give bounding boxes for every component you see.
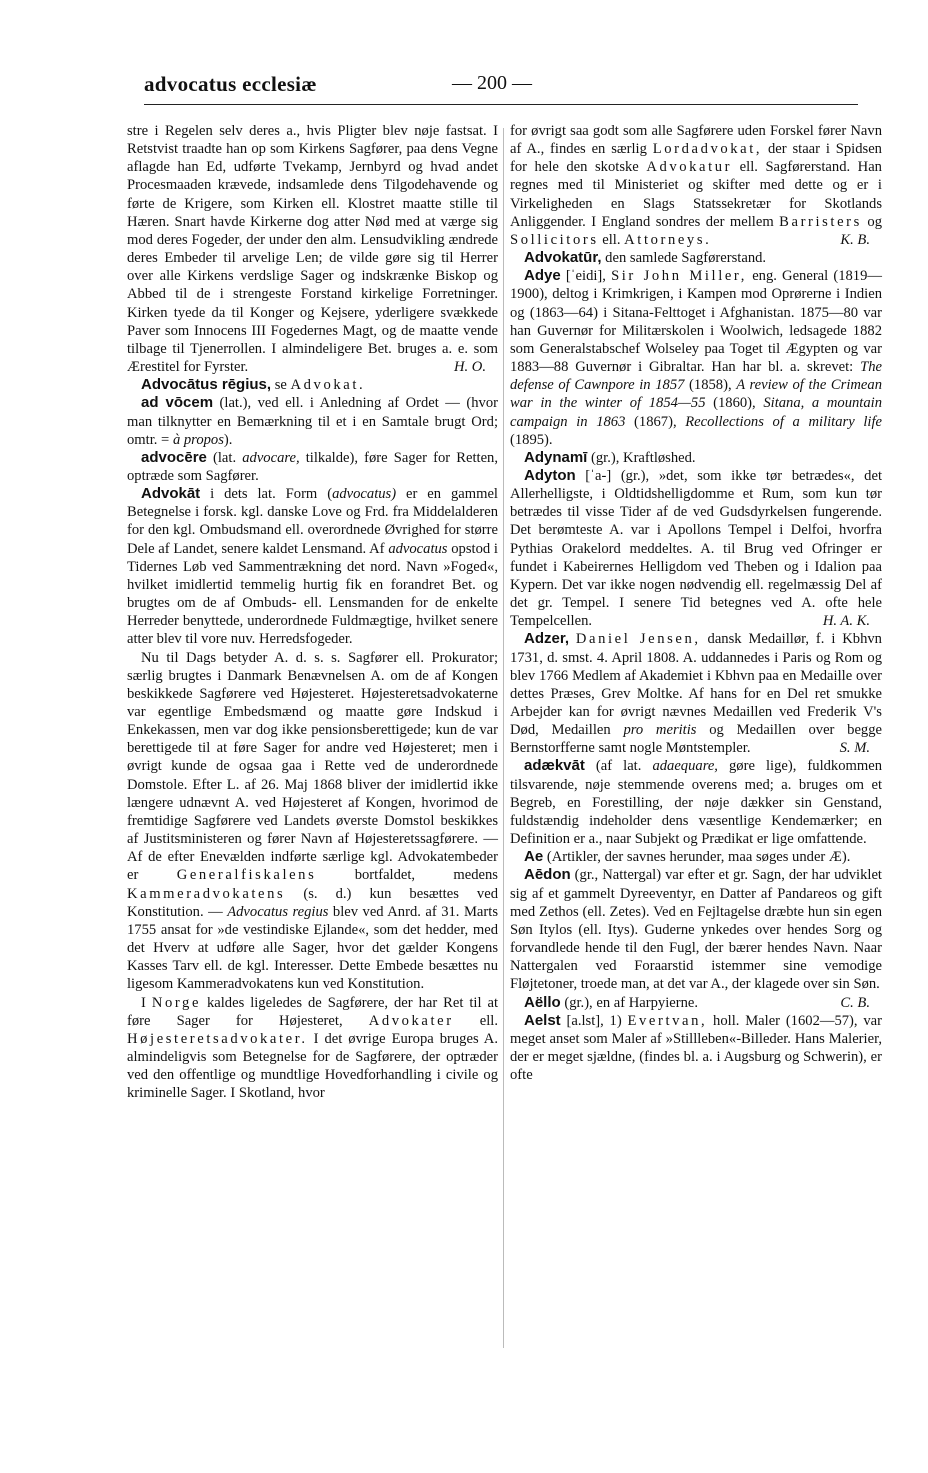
entry-adye: Adye [ˈeidi], Sir John Miller, eng. General (1819—1900), deltog i Krimkrigen, i Kampen mod Oprørerne i Indien og (1863—64) i Sitana-Felttoget i Afghanistan. 1875—80 var han Guvernør for Militærskolen i Woolwich, ledsagede 1882 som Generalstabschef Wolseley paa Toget til Ægypten og var 1883—88 Guvernør i Gibraltar. Han har bl. a. skrevet: The defense of Cawnpore in 1857 (1858), A review of the Crimean war in the winter of 1854—55 (1860), Sitana, a mountain campaign in 1863 (1867), Recollections of a military life (1895). bbox=[510, 267, 882, 448]
entry-aello: Aëllo (gr.), en af Harpyierne. bbox=[524, 993, 699, 1011]
headword: adækvāt bbox=[524, 757, 585, 775]
author-signature: H. O. bbox=[453, 359, 486, 376]
headword: Adyton bbox=[524, 466, 576, 484]
entry-ad-vocem: ad vōcem (lat.), ved ell. i Anledning af Ordet — (hvor man tilknytter en Bemærkning til et i en Samtale brugt Ord; omtr. = à propos). bbox=[127, 394, 499, 448]
paragraph: Nu til Dags betyder A. d. s. s. Sagfører ell. Prokurator; særlig brugtes i Danmark Benævnelsen A. om de af Kongen beskikkede Sagførere ved Højesteret. Højesteretsadvokaterne var egentlige Embedsmænd og maatte gøre Indskud i Enkekassen, men var dog ikke pensionsberettigede; kun de var berettigede til at føre Sager for andre ved Højesteret; men i øvrigt kunde de ogsaa gaa i Rette ved de underordnede Domstole. Efter L. af 26. Maj 1868 bliver der imidlertid ikke længere udnævnt A. ved Højesteret af Kongen, hvorimod de fremtidige Sagførere ved Landets øverste Domstol beskikkes af Justitsministeren og fører Navn af Højesteretssagførere. — Af de efter Enevælden indførte særlige kgl. Advokatembeder er Generalfiskalens bortfaldet, medens Kammeradvokatens (s. d.) kun besættes ved Konstitution. — Advocatus regius blev ved Anrd. af 31. Marts 1755 ansat for »de vestindiske Ejlande«, som det hedder, med det Hverv at udføre alle Sager, hvor det gælder Kongens Kasses Tarv ell. de kgl. Interesser. Dette Embede besættes nu ligesom Kammeradvokatens kun ved Konstitution. bbox=[127, 649, 498, 993]
entry-advokat: Advokāt i dets lat. Form (advocatus) er en gammel Betegnelse i forsk. kgl. danske Love og Frd. fra Middelalderen for den kgl. Ombudsmand ell. overordnede Øvrighed for større Dele af Landet, senere kaldet Lensmand. Af advocatus opstod i Tidernes Løb ved Sammentrækning det nord. Navn »Foged«, hvilket imidlertid temmelig hurtig fik en forandret Bet. og brugtes om de af Ombuds- ell. Lensmanden for de enkelte Herreder benyttede, underordnede Fuldmægtige, hvilket senere atter blev til vore nuv. Herredsfogeder. bbox=[127, 485, 498, 648]
headword: advocēre bbox=[141, 448, 207, 466]
headword: Adye bbox=[524, 267, 561, 285]
right-column bbox=[510, 122, 882, 1084]
paragraph: for øvrigt saa godt som alle Sagførere uden Forskel fører Navn af A., findes en særlig Lordadvokat, der staar i Spidsen for hele den skotske Advokatur ell. Sagførerstand. Han regnes med til Ministeriet og skifter med dette og er i Virkeligheden en Slags Statssekretær for Skotlands Anliggender. I England sondres der mellem Barristers og Sollicitors ell. Attorneys. K. B. bbox=[510, 123, 882, 248]
entry-aedon: Aēdon (gr., Nattergal) var efter et gr. Sagn, der har udviklet sig af et gammelt Dyreeventyr, en Datter af Pandareos og gift med Zethos (ell. Zetes). Ved en Fejltagelse dræbte hun sin egen Søn Itylos (ell. Itys). Guderne ynkedes over hendes Sorg og forvandlede hende til den Fugl, der bærer hendes Navn. Naar Nattergalen ved Foraarstid istemmer sine vemodige Fløjtetoner, troede man, at det var A., der klagede over sin Søn. C. B. bbox=[510, 866, 882, 1011]
entry-adyton: Adyton [ˈa-] (gr.), »det, som ikke tør betrædes«, det Allerhelligste, i Oldtidshelligdomme et Rum, som kun tør betrædes til visse Tider af de ved Gudsdyrkelsen fungerende. Det berømteste A. var i Apollons Tempel i Delfoi, hvorfra Pythias Orakelord meddeltes. A. til Brug ved Ofringer er fundet i Kabeirernes Helligdom ved Theben og i Idalion paa Kypern. Det var ikke nogen nødvendig ell. regelmæssig Del af det gr. Tempel. I senere Tid betegnes ved A. ofte hele Tempelcellen. H. A. K. bbox=[510, 466, 882, 630]
running-head-title: advocatus ecclesiæ bbox=[144, 72, 317, 96]
paragraph: I Norge kaldes ligeledes de Sagførere, der har Ret til at føre Sager for Højesteret, Advokater ell. Højesteretsadvokater. I det øvrige Europa bruges A. almindeligvis som Betegnelse for de Sagførere, der optræder ved den offentlige og mundtlige Hovedforhandling i civile og kriminelle Sager. I Skotland, hvor bbox=[127, 994, 499, 1102]
page-number: — 200 — bbox=[452, 72, 532, 94]
headword: Advokatūr, bbox=[524, 249, 602, 267]
page-header bbox=[144, 72, 858, 108]
headword: Aëllo bbox=[524, 993, 561, 1011]
author-signature: C. B. bbox=[840, 994, 870, 1011]
headword: Advokāt bbox=[141, 485, 201, 503]
header-rule bbox=[144, 104, 858, 105]
entry-adaekvat: adækvāt (af lat. adaequare, gøre lige), fuldkommen tilsvarende, nøje stemmende overens med; a. bruges om et Begreb, en Forestilling, der nøje dækker sin Genstand, fuldstændig indeholder dens væsentlige Kendemærker; en Definition er a., naar Subjekt og Prædikat er lige omfattende. bbox=[510, 757, 882, 848]
entry-adynami: Adynamī (gr.), Kraftløshed. bbox=[524, 448, 696, 466]
entry-advocere: advocēre (lat. advocare, tilkalde), føre Sager for Retten, optræde som Sagfører. bbox=[127, 448, 498, 484]
headword: Advocātus rēgius, bbox=[141, 376, 272, 394]
author-signature: H. A. K. bbox=[822, 613, 870, 630]
entry-advocatus-regius: Advocātus rēgius, se Advokat. bbox=[141, 376, 366, 394]
entry-advokatur: Advokatūr, den samlede Sagførerstand. bbox=[524, 249, 767, 267]
left-column bbox=[127, 122, 498, 1102]
headword: Aelst bbox=[524, 1011, 561, 1029]
entry-aelst: Aelst [a.lst], 1) Evertvan, holl. Maler (1602—57), var meget anset som Maler af »Stillleben«-Billeder. Hans Malerier, der er meget sjældne, (findes bl. a. i Augsburg og Schwerin), er ofte bbox=[510, 1011, 882, 1084]
headword: Adzer, bbox=[524, 630, 570, 648]
headword: Adynamī bbox=[524, 448, 588, 466]
column-divider bbox=[503, 128, 504, 1348]
entry-adzer: Adzer, Daniel Jensen, dansk Medaillør, f. i Kbhvn 1731, d. smst. 4. April 1808. A. uddannedes i Paris og Rom og blev 1766 Medlem af Akademiet i Kbhvn paa en Medaille over dettes Præses, Grev Moltke. Af hans for en Del ret smukke Arbejder kan for øvrigt nævnes Medaillen ved Frederik V's Død, Medaillen pro meritis og Medaillen over begge Bernstorfferne samt nogle Møntstempler. S. M. bbox=[510, 630, 883, 757]
paragraph: stre i Regelen selv deres a., hvis Pligter blev nøje fastsat. I Retstvist traadte han op som Kirkens Sagfører, paa dens Vegne aflagde han Ed, udførte Tvekamp, Jernbyrd og hvad andet Procesmaaden krævede, indsamlede dens Tilgodehavende og førte de Krigere, som Kirken ell. Klostret maatte stille til Hæren. Snart havde Kirkerne dog atter Nød med at værge sig mod deres Fogeder, der under den alm. Lensudvikling ændrede deres Embeder til arvelige Len; de vilde gøre sig til Herrer over alle Kirkens verdslige Sager og indskrænke Biskop og Abbed til de i strengeste Forstand kirkelige Forretninger. Kirken tyede da til Konger og Kejsere, yderligere svækkede Paver som Innocens III Fogedernes Magt, og de maatte vende tilbage til Tjenerrollen. I almindeligere Bet. bruges a. e. som Ærestitel for Fyrster. H. O. bbox=[127, 123, 498, 376]
entry-ae: Ae (Artikler, der savnes herunder, maa søges under Æ). bbox=[524, 848, 851, 866]
author-signature: K. B. bbox=[840, 231, 870, 248]
headword: ad vōcem bbox=[141, 394, 214, 412]
headword: Ae bbox=[524, 848, 544, 866]
headword: Aēdon bbox=[524, 866, 571, 884]
author-signature: S. M. bbox=[839, 740, 870, 757]
